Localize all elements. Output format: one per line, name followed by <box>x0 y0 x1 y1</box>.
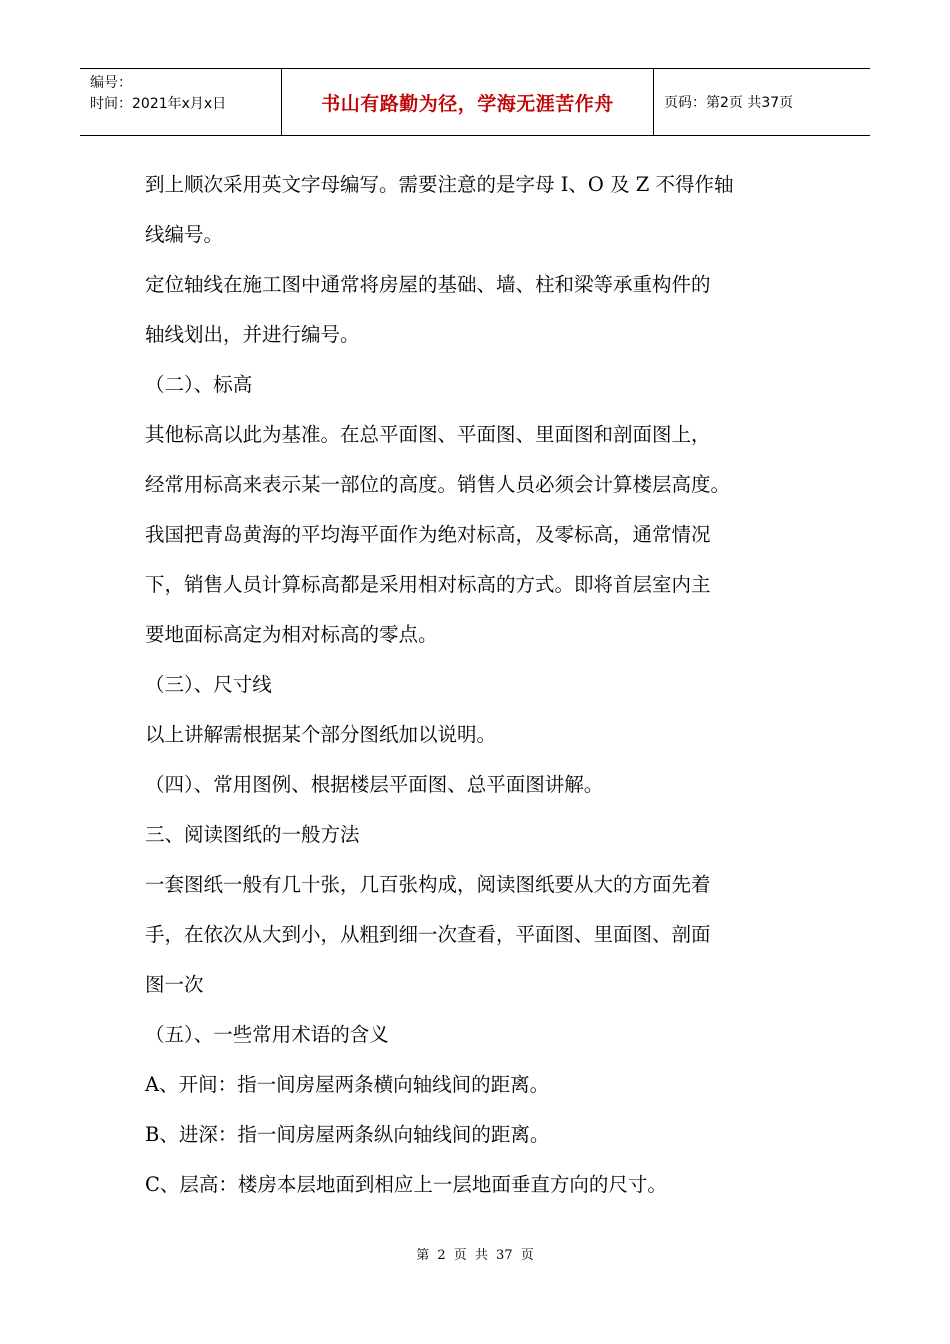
motto-text: 书山有路勤为径，学海无涯苦作舟 <box>321 92 614 115</box>
body-line: 我国把青岛黄海的平均海平面作为绝对标高，及零标高，通常情况 <box>145 523 711 546</box>
term-definition: C、层高：楼房本层地面到相应上一层地面垂直方向的尺寸。 <box>145 1173 667 1196</box>
body-line: 以上讲解需根据某个部分图纸加以说明。 <box>145 723 497 746</box>
term-definition: A、开间：指一间房屋两条横向轴线间的距离。 <box>145 1073 550 1096</box>
body-line: 其他标高以此为基准。在总平面图、平面图、里面图和剖面图上， <box>145 423 711 446</box>
body-line: 要地面标高定为相对标高的零点。 <box>145 623 438 646</box>
section-heading: （四）、常用图例、根据楼层平面图、总平面图讲解。 <box>145 773 604 796</box>
section-heading: （二）、标高 <box>145 373 253 396</box>
page-header <box>80 68 870 136</box>
header-page-cell <box>654 69 870 135</box>
document-body <box>145 160 815 1210</box>
section-heading: 三、阅读图纸的一般方法 <box>145 823 360 846</box>
body-line: 到上顺次采用英文字母编写。需要注意的是字母 I、O 及 Z 不得作轴 <box>145 173 734 196</box>
body-line: 图一次 <box>145 973 204 996</box>
page-info: 页码：第2页 共37页 <box>664 95 794 111</box>
body-line: 轴线划出，并进行编号。 <box>145 323 360 346</box>
term-definition: B、进深：指一间房屋两条纵向轴线间的距离。 <box>145 1123 550 1146</box>
header-meta-cell <box>80 69 282 135</box>
header-motto-cell <box>282 69 654 135</box>
number-label: 编号： <box>90 75 132 91</box>
body-line: 经常用标高来表示某一部位的高度。销售人员必须会计算楼层高度。 <box>145 473 731 496</box>
body-line: 线编号。 <box>145 223 224 246</box>
section-heading: （三）、尺寸线 <box>145 673 272 696</box>
body-line: 一套图纸一般有几十张，几百张构成，阅读图纸要从大的方面先着 <box>145 873 711 896</box>
time-label: 时间：2021年x月x日 <box>90 96 227 112</box>
page-footer: 第 2 页 共 37 页 <box>416 1248 534 1263</box>
body-line: 下，销售人员计算标高都是采用相对标高的方式。即将首层室内主 <box>145 573 711 596</box>
body-line: 定位轴线在施工图中通常将房屋的基础、墙、柱和梁等承重构件的 <box>145 273 711 296</box>
section-heading: （五）、一些常用术语的含义 <box>145 1023 389 1046</box>
body-line: 手，在依次从大到小，从粗到细一次查看，平面图、里面图、剖面 <box>145 923 711 946</box>
